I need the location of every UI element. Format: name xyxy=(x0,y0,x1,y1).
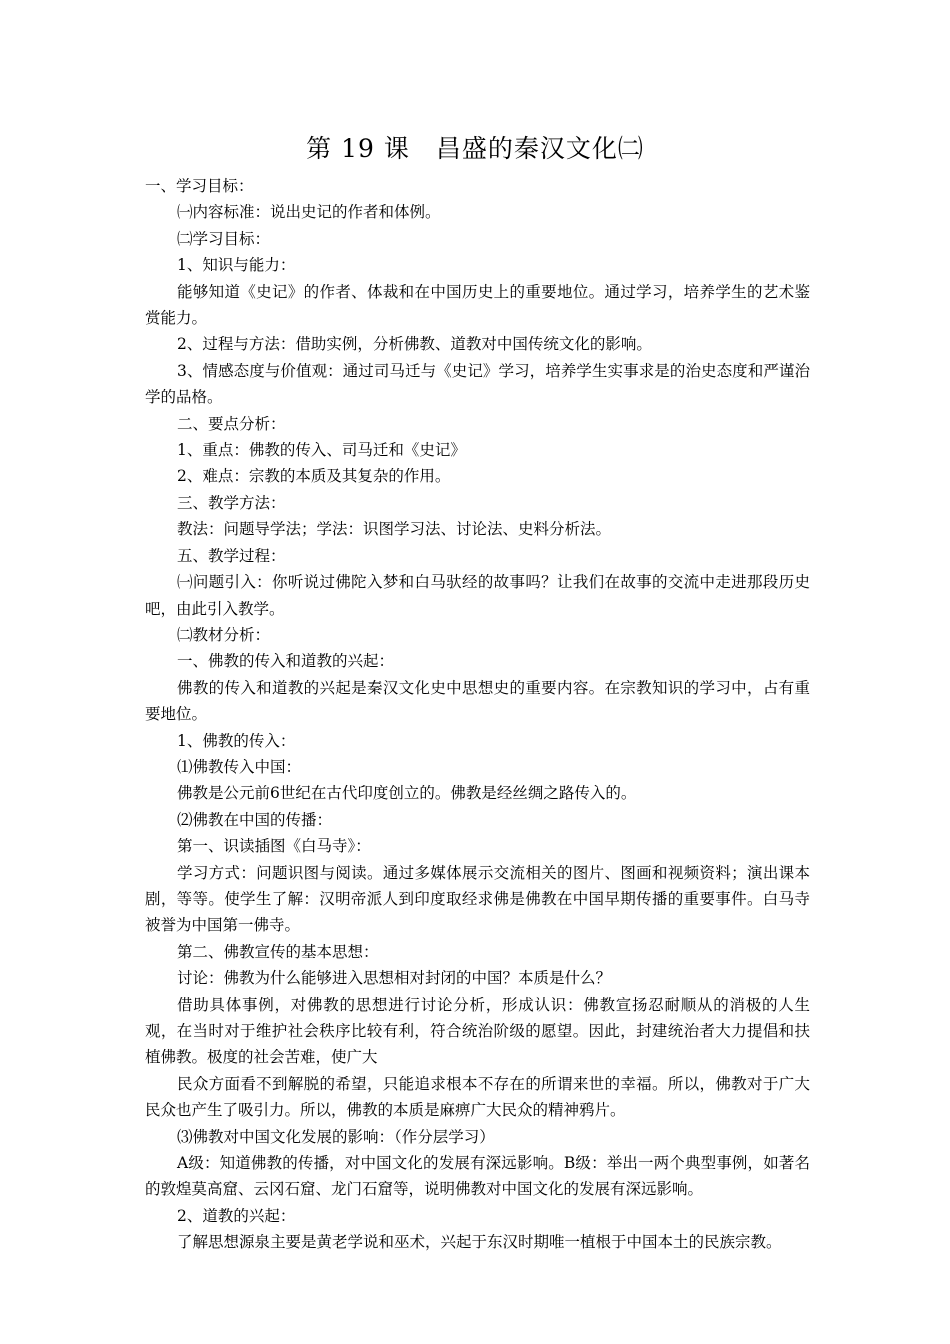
paragraph: 1、知识与能力： xyxy=(177,256,296,275)
paragraph: 能够知道《史记》的作者、体裁和在中国历史上的重要地位。通过学习，培养学生的艺术鉴赏能力。 xyxy=(145,282,810,328)
document-body xyxy=(145,173,810,1256)
paragraph: ㈡学习目标： xyxy=(177,229,271,248)
paragraph: 3、情感态度与价值观：通过司马迁与《史记》学习，培养学生实事求是的治史态度和严谨治学的品格。 xyxy=(145,361,810,407)
paragraph: 三、教学方法： xyxy=(177,493,286,512)
paragraph: 2、道教的兴起： xyxy=(177,1206,296,1225)
paragraph: 1、重点：佛教的传入、司马迁和《史记》 xyxy=(177,441,466,460)
paragraph: ⑶佛教对中国文化发展的影响：（作分层学习） xyxy=(177,1127,495,1146)
paragraph: ㈠问题引入：你听说过佛陀入梦和白马驮经的故事吗？让我们在故事的交流中走进那段历史吧，由此引入教学。 xyxy=(145,573,810,618)
paragraph: 第二、佛教宣传的基本思想： xyxy=(177,942,379,961)
paragraph: 二、要点分析： xyxy=(177,414,286,433)
paragraph: 1、佛教的传入： xyxy=(177,731,296,750)
paragraph: 佛教的传入和道教的兴起是秦汉文化史中思想史的重要内容。在宗教知识的学习中，占有重要地位。 xyxy=(145,678,810,724)
paragraph: 民众方面看不到解脱的希望，只能追求根本不存在的所谓来世的幸福。所以，佛教对于广大民众也产生了吸引力。所以，佛教的本质是麻痹广大民众的精神鸦片。 xyxy=(145,1074,810,1120)
paragraph: 2、过程与方法：借助实例，分析佛教、道教对中国传统文化的影响。 xyxy=(177,335,652,354)
paragraph: 了解思想源泉主要是黄老学说和巫术，兴起于东汉时期唯一植根于中国本土的民族宗教。 xyxy=(177,1233,782,1252)
paragraph: 五、教学过程： xyxy=(177,546,286,565)
paragraph: ⑵佛教在中国的传播： xyxy=(177,810,333,829)
paragraph: 学习方式：问题识图与阅读。通过多媒体展示交流相关的图片、图画和视频资料；演出课本剧，等等。使学生了解：汉明帝派人到印度取经求佛是佛教在中国早期传播的重要事件。白马寺被誉为中国第一佛寺。 xyxy=(145,863,810,935)
page-title: 第 19 课 昌盛的秦汉文化㈡ xyxy=(306,134,644,163)
paragraph: ㈠内容标准：说出史记的作者和体例。 xyxy=(177,203,441,222)
paragraph: 一、学习目标： xyxy=(145,177,254,195)
paragraph: ⑴佛教传入中国： xyxy=(177,757,302,776)
paragraph: 佛教是公元前6世纪在古代印度创立的。佛教是经丝绸之路传入的。 xyxy=(177,784,637,803)
paragraph: 教法：问题导学法；学法：识图学习法、讨论法、史料分析法。 xyxy=(177,520,612,539)
paragraph: 2、难点：宗教的本质及其复杂的作用。 xyxy=(177,467,451,486)
paragraph: 第一、识读插图《白马寺》： xyxy=(177,837,371,856)
paragraph: 讨论：佛教为什么能够进入思想相对封闭的中国？本质是什么？ xyxy=(177,969,612,988)
paragraph: ㈡教材分析： xyxy=(177,625,271,644)
paragraph: 一、佛教的传入和道教的兴起： xyxy=(177,652,395,671)
paragraph: 借助具体事例，对佛教的思想进行讨论分析，形成认识：佛教宣扬忍耐顺从的消极的人生观，在当时对于维护社会秩序比较有利，符合统治阶级的愿望。因此，封建统治者大力提倡和扶植佛教。极度的社会苦难，使广大 xyxy=(145,995,810,1067)
paragraph: A级：知道佛教的传播，对中国文化的发展有深远影响。B级：举出一两个典型事例，如著名的敦煌莫高窟、云冈石窟、龙门石窟等，说明佛教对中国文化的发展有深远影响。 xyxy=(145,1154,810,1199)
